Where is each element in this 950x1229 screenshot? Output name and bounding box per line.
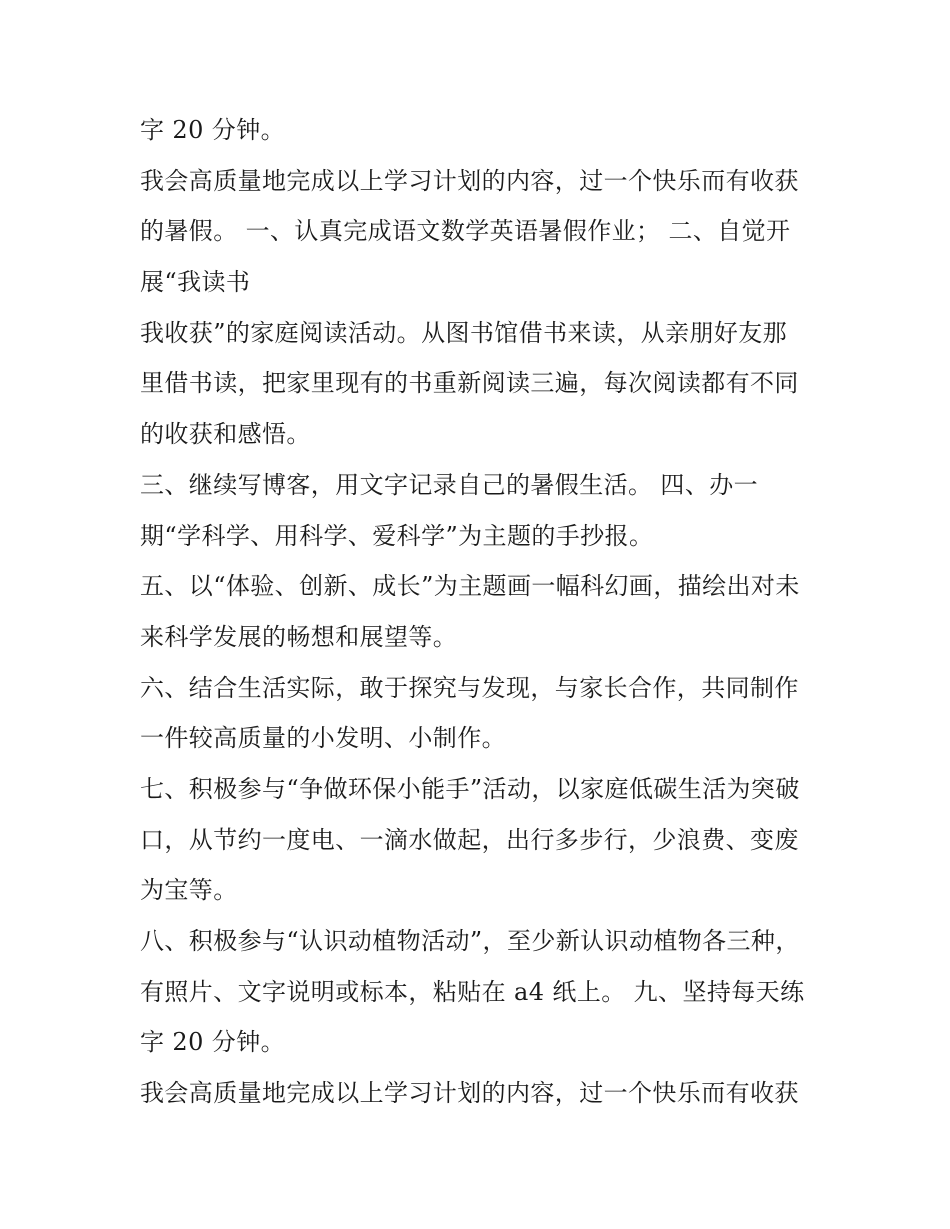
text-line: 七、积极参与“争做环保小能手”活动，以家庭低碳生活为突破 — [140, 774, 800, 803]
text-line: 字 20 分钟。 — [140, 1028, 285, 1057]
text-line: 字 20 分钟。 — [140, 116, 285, 144]
text-line: 的收获和感悟。 — [140, 420, 311, 449]
text-line: 里借书读，把家里现有的书重新阅读三遍，每次阅读都有不同 — [140, 369, 799, 398]
text-line: 六、结合生活实际，敢于探究与发现，与家长合作，共同制作 — [140, 673, 799, 702]
text-line: 为宝等。 — [140, 876, 238, 905]
text-line: 我收获”的家庭阅读活动。从图书馆借书来读，从亲朋好友那 — [140, 318, 788, 347]
text-line: 期“学科学、用科学、爱科学”为主题的手抄报。 — [140, 521, 654, 550]
text-line: 的暑假。 一、认真完成语文数学英语暑假作业； 二、自觉开 — [140, 217, 791, 246]
text-line: 一件较高质量的小发明、小制作。 — [140, 724, 506, 753]
text-line: 我会高质量地完成以上学习计划的内容，过一个快乐而有收获 — [140, 166, 799, 195]
document-body — [140, 105, 820, 1119]
text-line: 口，从节约一度电、一滴水做起，出行多步行，少浪费、变废 — [140, 825, 799, 854]
text-line: 三、继续写博客，用文字记录自己的暑假生活。 四、办一 — [140, 470, 759, 499]
text-line: 五、以“体验、创新、成长”为主题画一幅科幻画，描绘出对未 — [140, 572, 800, 601]
text-line: 展“我读书 — [140, 268, 251, 297]
text-line: 来科学发展的畅想和展望等。 — [140, 622, 458, 651]
text-line: 八、积极参与“认识动植物活动”，至少新认识动植物各三种， — [140, 927, 800, 955]
text-line: 有照片、文字说明或标本，粘贴在 a4 纸上。 九、坚持每天练 — [140, 977, 805, 1006]
text-line: 我会高质量地完成以上学习计划的内容，过一个快乐而有收获 — [140, 1079, 799, 1108]
